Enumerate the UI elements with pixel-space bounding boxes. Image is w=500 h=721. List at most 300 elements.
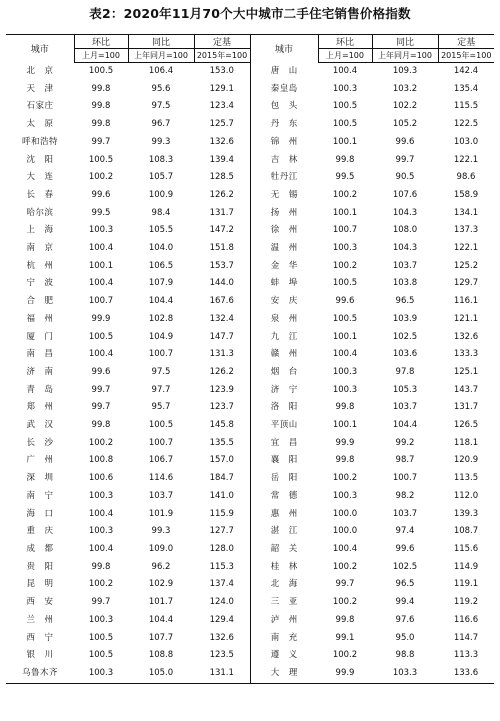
- mom-cell-right: 100.1: [332, 136, 358, 147]
- yoy-cell-right: 108.0: [392, 225, 418, 236]
- city-cell-right: 扬 州: [250, 205, 318, 223]
- city-cell-right: 泸 州: [250, 612, 318, 630]
- table-row: [6, 98, 494, 116]
- base-cell-left: 125.7: [209, 119, 234, 130]
- table-row: [6, 630, 494, 648]
- yoy-cell-left: 105.5: [148, 225, 174, 236]
- yoy-cell-left: 99.3: [151, 526, 171, 537]
- yoy-cell-right: 99.6: [395, 136, 415, 147]
- yoy-cell-left: 104.4: [148, 296, 174, 307]
- table-row: [6, 576, 494, 594]
- city-cell-left: 青 岛: [26, 384, 54, 395]
- base-cell-left: 135.5: [209, 437, 234, 448]
- yoy-cell-right: 98.2: [395, 490, 415, 501]
- base-cell-right: 132.6: [453, 331, 479, 342]
- yoy-cell-left: 100.7: [148, 349, 174, 360]
- base-cell-left: 141.0: [209, 490, 234, 501]
- mom-cell-left: 100.4: [88, 349, 114, 360]
- yoy-cell-left: 108.3: [148, 154, 174, 165]
- mom-cell-right: 99.6: [335, 296, 355, 307]
- table-row: [6, 275, 494, 293]
- header-yoy-left: 同比: [128, 35, 194, 49]
- base-cell-right: 116.6: [453, 614, 479, 625]
- price-index-table: [6, 34, 494, 684]
- header-base-sub-right: 2015年=100: [438, 49, 494, 63]
- mom-cell-left: 99.6: [91, 189, 111, 200]
- table-row: [6, 523, 494, 541]
- mom-cell-left: 100.2: [88, 172, 114, 183]
- base-cell-left: 132.4: [209, 313, 234, 324]
- mom-cell-right: 100.5: [332, 278, 358, 289]
- city-cell-right: 安 庆: [250, 293, 318, 311]
- yoy-cell-left: 97.5: [151, 366, 171, 377]
- yoy-cell-right: 95.0: [395, 632, 415, 643]
- base-cell-right: 133.6: [438, 665, 494, 683]
- mom-cell-right: 99.9: [318, 665, 372, 683]
- yoy-cell-right: 96.5: [395, 579, 415, 590]
- yoy-cell-right: 99.2: [395, 437, 415, 448]
- city-cell-left: 西 宁: [26, 632, 54, 643]
- base-cell-left: 123.9: [209, 384, 234, 395]
- mom-cell-left: 100.4: [88, 278, 114, 289]
- base-cell-left: 127.7: [209, 526, 234, 537]
- city-cell-right: 洛 阳: [250, 399, 318, 417]
- base-cell-right: 112.0: [453, 490, 479, 501]
- yoy-cell-right: 103.7: [392, 508, 418, 519]
- mom-cell-right: 100.4: [332, 543, 358, 554]
- base-cell-right: 142.4: [453, 66, 479, 76]
- yoy-cell-left: 109.0: [148, 543, 174, 554]
- yoy-cell-left: 106.5: [148, 260, 174, 271]
- city-cell-left: 南 宁: [26, 490, 54, 501]
- base-cell-right: 135.4: [453, 83, 479, 94]
- city-cell-right: 泉 州: [250, 311, 318, 329]
- yoy-cell-left: 102.8: [148, 313, 174, 324]
- mom-cell-left: 100.3: [74, 665, 128, 683]
- city-cell-right: 锦 州: [250, 134, 318, 152]
- yoy-cell-right: 99.6: [395, 543, 415, 554]
- header-base-sub-left: 2015年=100: [194, 49, 250, 63]
- mom-cell-right: 100.3: [332, 83, 358, 94]
- base-cell-left: 128.0: [209, 543, 234, 554]
- city-cell-left: 福 州: [26, 313, 54, 324]
- header-city-right: 城市: [250, 35, 318, 63]
- table-row: [6, 240, 494, 258]
- city-cell-left: 太 原: [26, 119, 54, 130]
- city-cell-left: 北 京: [26, 65, 54, 76]
- mom-cell-right: 99.8: [335, 154, 355, 165]
- base-cell-right: 137.3: [453, 225, 479, 236]
- yoy-cell-right: 100.7: [392, 473, 418, 484]
- city-cell-right: 韶 关: [250, 541, 318, 559]
- yoy-cell-right: 97.4: [395, 526, 415, 537]
- base-cell-right: 115.5: [453, 101, 479, 112]
- yoy-cell-left: 106.7: [148, 455, 174, 466]
- city-cell-left: 长 沙: [26, 437, 54, 448]
- city-cell-right: 金 华: [250, 258, 318, 276]
- yoy-cell-right: 103.2: [392, 83, 418, 94]
- mom-cell-left: 99.6: [91, 366, 111, 377]
- base-cell-right: 126.5: [453, 420, 479, 431]
- yoy-cell-left: 104.9: [148, 331, 174, 342]
- base-cell-left: 153.0: [209, 66, 234, 76]
- base-cell-right: 125.1: [453, 366, 479, 377]
- mom-cell-left: 100.1: [88, 260, 114, 271]
- city-cell-right: 襄 阳: [250, 452, 318, 470]
- city-cell-right: 牡丹江: [250, 169, 318, 187]
- base-cell-right: 113.3: [453, 650, 479, 661]
- base-cell-right: 114.7: [453, 632, 479, 643]
- city-cell-right: 丹 东: [250, 116, 318, 134]
- mom-cell-right: 100.5: [332, 119, 358, 130]
- city-cell-left: 长 春: [26, 189, 54, 200]
- yoy-cell-right: 104.4: [392, 420, 418, 431]
- base-cell-left: 123.7: [209, 402, 234, 413]
- city-cell-left: 重 庆: [26, 526, 54, 537]
- yoy-cell-left: 97.5: [151, 101, 171, 112]
- mom-cell-right: 100.2: [332, 597, 358, 608]
- mom-cell-left: 99.8: [91, 83, 111, 94]
- header-mom-right: 环比: [318, 35, 372, 49]
- base-cell-right: 120.9: [453, 455, 479, 466]
- mom-cell-right: 99.1: [335, 632, 355, 643]
- base-cell-right: 131.7: [453, 402, 479, 413]
- city-cell-left: 昆 明: [26, 579, 54, 590]
- mom-cell-left: 100.5: [88, 66, 114, 76]
- base-cell-left: 145.8: [209, 420, 234, 431]
- header-mom-left: 环比: [74, 35, 128, 49]
- base-cell-left: 153.7: [209, 260, 234, 271]
- table-row: [6, 187, 494, 205]
- base-cell-left: 123.4: [209, 101, 234, 112]
- mom-cell-right: 100.1: [332, 331, 358, 342]
- mom-cell-left: 99.9: [91, 313, 111, 324]
- yoy-cell-left: 107.9: [148, 278, 174, 289]
- base-cell-left: 151.8: [209, 243, 234, 254]
- yoy-cell-right: 97.8: [395, 366, 415, 377]
- yoy-cell-left: 103.7: [148, 490, 174, 501]
- city-cell-left: 深 圳: [26, 473, 54, 484]
- mom-cell-right: 100.2: [332, 260, 358, 271]
- table-body: [6, 63, 494, 684]
- mom-cell-left: 99.5: [91, 207, 111, 218]
- table-row: [6, 506, 494, 524]
- city-cell-left: 济 南: [26, 366, 54, 377]
- yoy-cell-left: 96.7: [151, 119, 171, 130]
- yoy-cell-right: 96.5: [395, 296, 415, 307]
- base-cell-left: 131.3: [209, 349, 234, 360]
- mom-cell-right: 100.0: [332, 526, 358, 537]
- yoy-cell-left: 100.5: [148, 420, 174, 431]
- base-cell-left: 131.7: [209, 207, 234, 218]
- mom-cell-right: 99.8: [335, 402, 355, 413]
- city-cell-left: 天 津: [26, 83, 54, 94]
- mom-cell-left: 99.7: [91, 402, 111, 413]
- mom-cell-right: 100.1: [332, 207, 358, 218]
- city-cell-left: 西 安: [26, 597, 54, 608]
- city-cell-left: 沈 阳: [26, 154, 54, 165]
- table-row: [6, 399, 494, 417]
- base-cell-right: 108.7: [453, 526, 479, 537]
- base-cell-right: 122.5: [453, 119, 479, 130]
- header-mom-sub-left: 上月=100: [74, 49, 128, 63]
- table-row: [6, 205, 494, 223]
- base-cell-right: 116.1: [453, 296, 479, 307]
- yoy-cell-right: 103.6: [392, 349, 418, 360]
- yoy-cell-right: 103.7: [392, 402, 418, 413]
- table-row: [6, 488, 494, 506]
- mom-cell-left: 99.8: [91, 420, 111, 431]
- base-cell-right: 118.1: [453, 437, 479, 448]
- mom-cell-left: 100.3: [88, 490, 114, 501]
- base-cell-left: 144.0: [209, 278, 234, 289]
- table-row: [6, 541, 494, 559]
- yoy-cell-left: 107.7: [148, 632, 174, 643]
- mom-cell-right: 100.3: [332, 366, 358, 377]
- header-base-left: 定基: [194, 35, 250, 49]
- yoy-cell-left: 104.4: [148, 614, 174, 625]
- city-cell-left: 杭 州: [26, 260, 54, 271]
- yoy-cell-right: 109.3: [392, 66, 418, 76]
- base-cell-right: 125.2: [453, 260, 479, 271]
- table-row: [6, 594, 494, 612]
- mom-cell-left: 100.5: [88, 632, 114, 643]
- base-cell-left: 157.0: [209, 455, 234, 466]
- city-cell-right: 桂 林: [250, 559, 318, 577]
- mom-cell-right: 100.7: [332, 225, 358, 236]
- city-cell-left: 南 昌: [26, 349, 54, 360]
- yoy-cell-left: 95.6: [151, 83, 171, 94]
- table-row: [6, 169, 494, 187]
- city-cell-right: 宜 昌: [250, 435, 318, 453]
- city-cell-right: 惠 州: [250, 506, 318, 524]
- city-cell-right: 遵 义: [250, 647, 318, 665]
- yoy-cell-right: 103.8: [392, 278, 418, 289]
- mom-cell-left: 100.5: [88, 650, 114, 661]
- table-row: [6, 452, 494, 470]
- yoy-cell-right: 102.5: [392, 561, 418, 572]
- city-cell-right: 唐 山: [250, 63, 318, 81]
- base-cell-left: 124.0: [209, 597, 234, 608]
- base-cell-right: 122.1: [453, 154, 479, 165]
- yoy-cell-left: 114.6: [148, 473, 174, 484]
- mom-cell-right: 100.1: [332, 420, 358, 431]
- base-cell-right: 103.0: [453, 136, 479, 147]
- base-cell-right: 114.9: [453, 561, 479, 572]
- base-cell-right: 119.1: [453, 579, 479, 590]
- table-row: [6, 81, 494, 99]
- table-row: [6, 612, 494, 630]
- mom-cell-right: 99.8: [335, 614, 355, 625]
- yoy-cell-left: 97.7: [151, 384, 171, 395]
- table-row: [6, 258, 494, 276]
- mom-cell-right: 100.2: [332, 561, 358, 572]
- yoy-cell-left: 101.9: [148, 508, 174, 519]
- table-row: [6, 293, 494, 311]
- header-yoy-sub-right: 上年同月=100: [372, 49, 438, 63]
- mom-cell-right: 99.9: [335, 437, 355, 448]
- yoy-cell-right: 97.6: [395, 614, 415, 625]
- base-cell-right: 113.5: [453, 473, 479, 484]
- base-cell-left: 115.9: [209, 508, 234, 519]
- yoy-cell-right: 102.2: [392, 101, 418, 112]
- yoy-cell-left: 99.3: [151, 136, 171, 147]
- yoy-cell-right: 105.2: [392, 119, 418, 130]
- header-city-left: 城市: [6, 35, 74, 63]
- mom-cell-left: 100.5: [88, 154, 114, 165]
- yoy-cell-right: 99.4: [395, 597, 415, 608]
- base-cell-left: 115.3: [209, 561, 234, 572]
- mom-cell-right: 100.4: [332, 66, 358, 76]
- yoy-cell-left: 101.7: [148, 597, 174, 608]
- mom-cell-right: 100.0: [332, 508, 358, 519]
- city-cell-left: 厦 门: [26, 331, 54, 342]
- city-cell-left: 武 汉: [26, 420, 54, 431]
- base-cell-right: 121.1: [453, 313, 479, 324]
- base-cell-right: 133.3: [453, 349, 479, 360]
- yoy-cell-right: 98.8: [395, 650, 415, 661]
- header-yoy-sub-left: 上年同月=100: [128, 49, 194, 63]
- mom-cell-left: 100.3: [88, 526, 114, 537]
- city-cell-right: 湛 江: [250, 523, 318, 541]
- mom-cell-left: 100.4: [88, 508, 114, 519]
- city-cell-right: 包 头: [250, 98, 318, 116]
- mom-cell-left: 99.8: [91, 101, 111, 112]
- header-yoy-right: 同比: [372, 35, 438, 49]
- base-cell-left: 129.4: [209, 614, 234, 625]
- mom-cell-right: 99.8: [335, 455, 355, 466]
- yoy-cell-left: 100.9: [148, 189, 174, 200]
- mom-cell-right: 100.3: [332, 243, 358, 254]
- city-cell-left: 哈尔滨: [26, 207, 54, 218]
- mom-cell-right: 100.5: [332, 313, 358, 324]
- city-cell-left: 成 都: [26, 543, 54, 554]
- table-row: [6, 559, 494, 577]
- yoy-cell-left: 106.4: [148, 66, 174, 76]
- city-cell-right: 蚌 埠: [250, 275, 318, 293]
- mom-cell-right: 100.2: [332, 189, 358, 200]
- city-cell-right: 平顶山: [250, 417, 318, 435]
- base-cell-left: 147.2: [209, 225, 234, 236]
- city-cell-left: 兰 州: [26, 614, 54, 625]
- table-row: [6, 417, 494, 435]
- city-cell-right: 常 德: [250, 488, 318, 506]
- mom-cell-left: 99.8: [91, 119, 111, 130]
- table-row: [6, 116, 494, 134]
- mom-cell-right: 100.3: [332, 490, 358, 501]
- city-cell-left: 大 连: [26, 172, 54, 183]
- city-cell-right: 大 理: [250, 665, 318, 683]
- yoy-cell-left: 98.4: [151, 207, 171, 218]
- mom-cell-left: 100.6: [88, 473, 114, 484]
- mom-cell-left: 100.4: [88, 543, 114, 554]
- yoy-cell-left: 108.8: [148, 650, 174, 661]
- header-row: [6, 35, 494, 49]
- city-cell-left: 海 口: [26, 508, 54, 519]
- base-cell-left: 167.6: [209, 296, 234, 307]
- yoy-cell-right: 99.7: [395, 154, 415, 165]
- city-cell-left: 郑 州: [26, 402, 54, 413]
- base-cell-left: 126.2: [209, 189, 234, 200]
- table-row: [6, 382, 494, 400]
- yoy-cell-right: 104.3: [392, 243, 418, 254]
- city-cell-left: 广 州: [26, 455, 54, 466]
- city-cell-right: 吉 林: [250, 152, 318, 170]
- yoy-cell-left: 96.2: [151, 561, 171, 572]
- base-cell-right: 122.1: [453, 243, 479, 254]
- yoy-cell-left: 105.7: [148, 172, 174, 183]
- yoy-cell-left: 95.7: [151, 402, 171, 413]
- base-cell-left: 184.7: [209, 473, 234, 484]
- table-row: [6, 346, 494, 364]
- yoy-cell-left: 100.7: [148, 437, 174, 448]
- table-row: [6, 470, 494, 488]
- city-cell-left: 宁 波: [26, 278, 54, 289]
- yoy-cell-right: 105.3: [392, 384, 418, 395]
- city-cell-left: 合 肥: [26, 296, 54, 307]
- city-cell-right: 无 锡: [250, 187, 318, 205]
- city-cell-left: 贵 阳: [26, 561, 54, 572]
- base-cell-right: 115.6: [453, 543, 479, 554]
- base-cell-right: 158.9: [453, 189, 479, 200]
- city-cell-left: 石家庄: [26, 101, 54, 112]
- mom-cell-right: 100.2: [332, 473, 358, 484]
- yoy-cell-left: 105.0: [128, 665, 194, 683]
- mom-cell-left: 100.5: [88, 331, 114, 342]
- mom-cell-left: 100.4: [88, 243, 114, 254]
- base-cell-right: 98.6: [456, 172, 476, 183]
- mom-cell-left: 99.8: [91, 561, 111, 572]
- city-cell-right: 秦皇岛: [250, 81, 318, 99]
- table-row: [6, 63, 494, 81]
- yoy-cell-left: 102.9: [148, 579, 174, 590]
- mom-cell-right: 100.5: [332, 101, 358, 112]
- base-cell-left: 131.1: [194, 665, 250, 683]
- table-row: [6, 329, 494, 347]
- base-cell-left: 139.4: [209, 154, 234, 165]
- table-row: [6, 665, 494, 683]
- yoy-cell-right: 102.5: [392, 331, 418, 342]
- yoy-cell-right: 90.5: [395, 172, 415, 183]
- mom-cell-left: 99.7: [91, 136, 111, 147]
- city-cell-right: 赣 州: [250, 346, 318, 364]
- city-cell-right: 北 海: [250, 576, 318, 594]
- base-cell-left: 137.4: [209, 579, 234, 590]
- table-row: [6, 311, 494, 329]
- base-cell-right: 129.7: [453, 278, 479, 289]
- city-cell-right: 三 亚: [250, 594, 318, 612]
- city-cell-right: 温 州: [250, 240, 318, 258]
- table-row: [6, 152, 494, 170]
- mom-cell-right: 100.2: [332, 650, 358, 661]
- base-cell-left: 132.6: [209, 632, 234, 643]
- header-base-right: 定基: [438, 35, 494, 49]
- mom-cell-left: 100.7: [88, 296, 114, 307]
- table-row: [6, 134, 494, 152]
- table-row: [6, 222, 494, 240]
- header-mom-sub-right: 上月=100: [318, 49, 372, 63]
- mom-cell-left: 100.2: [88, 579, 114, 590]
- city-cell-right: 九 江: [250, 329, 318, 347]
- table-row: [6, 435, 494, 453]
- base-cell-left: 123.5: [209, 650, 234, 661]
- base-cell-right: 143.7: [453, 384, 479, 395]
- yoy-cell-right: 107.6: [392, 189, 418, 200]
- yoy-cell-right: 103.9: [392, 313, 418, 324]
- base-cell-left: 147.7: [209, 331, 234, 342]
- city-cell-right: 徐 州: [250, 222, 318, 240]
- city-cell-left: 上 海: [26, 225, 54, 236]
